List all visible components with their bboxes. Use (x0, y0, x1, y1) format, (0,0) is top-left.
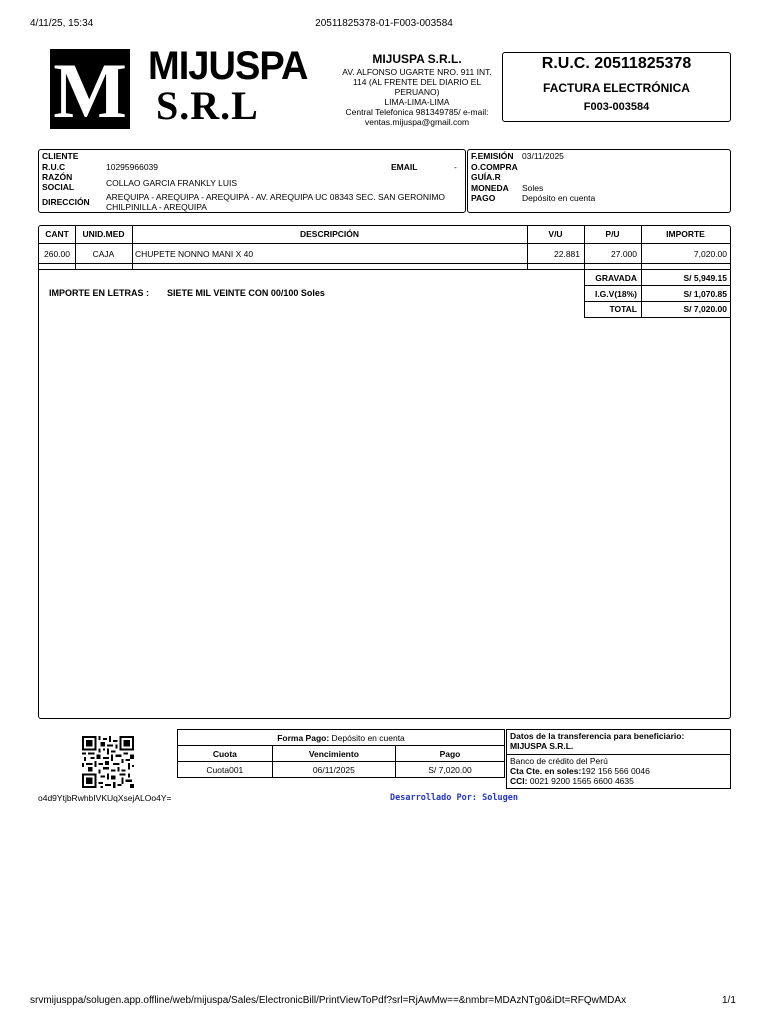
emission-date-label: F.EMISIÓN (471, 151, 514, 161)
cell-importe: 7,020.00 (693, 249, 727, 259)
client-section-label: CLIENTE (42, 151, 79, 161)
company-info (336, 52, 498, 127)
amount-words-label: IMPORTE EN LETRAS : (49, 288, 150, 298)
document-number: F003-003584 (583, 101, 650, 113)
document-type: FACTURA ELECTRÓNICA (543, 81, 690, 95)
payment-form-label: Forma Pago: (277, 732, 330, 743)
total-value-igv: S/ 1,070.85 (683, 289, 727, 299)
items-table (38, 225, 731, 719)
client-box (38, 149, 466, 213)
total-label-gravada: GRAVADA (595, 273, 637, 283)
document-id-box (502, 52, 731, 122)
total-value-total: S/ 7,020.00 (683, 304, 727, 314)
payment-method: Depósito en cuenta (522, 193, 596, 203)
total-value-gravada: S/ 5,949.15 (683, 273, 727, 283)
payment-table (177, 729, 505, 778)
footer-page: 1/1 (722, 995, 736, 1006)
company-address-line: 114 (AL FRENTE DEL DIARIO EL (352, 77, 482, 87)
col-header-importe: IMPORTE (666, 229, 705, 239)
payment-amount: S/ 7,020.00 (395, 762, 504, 778)
amount-words: SIETE MIL VEINTE CON 00/100 Soles (167, 288, 325, 298)
company-address-line: LIMA-LIMA-LIMA (384, 97, 450, 107)
logo-text-name: MIJUSPA (148, 44, 308, 88)
emission-box (467, 149, 731, 213)
transfer-cta: 192 156 566 0046 (581, 766, 650, 776)
transfer-cci-label: CCI: (510, 776, 528, 786)
cell-vu: 22.881 (554, 249, 580, 259)
company-logo: M (50, 49, 130, 129)
col-header-pu: P/U (605, 229, 620, 239)
emission-date: 03/11/2025 (522, 151, 564, 161)
payment-header-cuota: Cuota (178, 746, 273, 762)
logo-text-srl: S.R.L (156, 83, 259, 128)
issuer-ruc: R.U.C. 20511825378 (541, 55, 692, 72)
qr-code-icon (82, 736, 134, 788)
company-name: MIJUSPA S.R.L. (372, 52, 462, 66)
payment-vencimiento: 06/11/2025 (272, 762, 395, 778)
currency-label: MONEDA (471, 183, 509, 193)
total-label-total: TOTAL (609, 304, 637, 314)
cell-unid: CAJA (92, 249, 115, 259)
company-address-line: PERUANO) (394, 87, 440, 97)
client-direccion: AREQUIPA - AREQUIPA - AREQUIPA - AV. AREQUIPA UC 08343 SEC. SAN GERONIMO (106, 192, 446, 202)
company-address-line: AV. ALFONSO UGARTE NRO. 911 INT. (342, 67, 492, 77)
cell-cant: 260.00 (44, 249, 70, 259)
currency: Soles (522, 183, 544, 193)
payment-label: PAGO (471, 193, 496, 203)
client-razon-social: COLLAO GARCIA FRANKLY LUIS (106, 178, 238, 188)
payment-cuota: Cuota001 (178, 762, 273, 778)
col-header-desc: DESCRIPCIÓN (299, 229, 360, 239)
client-razon-label: SOCIAL (42, 182, 75, 192)
cell-desc: CHUPETE NONNO MANI X 40 (135, 249, 254, 259)
transfer-beneficiary: MIJUSPA S.R.L. (510, 741, 574, 751)
client-email: - (454, 162, 457, 172)
transfer-bank: Banco de crédito del Perú (510, 756, 608, 766)
company-address-line: ventas.mijuspa@gmail.com (364, 117, 470, 127)
print-datetime: 4/11/25, 15:34 (30, 18, 94, 29)
transfer-cci: 0021 9200 1565 6600 4635 (529, 776, 634, 786)
total-label-igv: I.G.V(18%) (594, 289, 637, 299)
company-address-line: Central Telefonica 981349785/ e-mail: (345, 107, 489, 117)
client-razon-label: RAZÓN (42, 172, 73, 182)
client-ruc-label: R.U.C (42, 162, 66, 172)
guide-label: GUÍA.R (471, 172, 501, 182)
payment-header-pago: Pago (395, 746, 504, 762)
developer-credit[interactable]: Desarrollado Por: Solugen (390, 793, 518, 803)
client-direccion-label: DIRECCIÓN (42, 197, 90, 207)
transfer-box (506, 729, 731, 789)
col-header-unid: UNID.MED (82, 229, 125, 239)
footer-url: srvmijusppa/solugen.app.offline/web/mijuspa/Sales/ElectronicBill/PrintViewToPdf?srl=RjAwMw==&nmbr=MDAzNTg0&iDt=RFQwMDAx (30, 995, 627, 1006)
payment-header-vencimiento: Vencimiento (272, 746, 395, 762)
document-hash: o4d9YtjbRwhbIVKUqXsejALOo4Y= (38, 793, 172, 803)
cell-pu: 27.000 (611, 249, 637, 259)
transfer-cta-label: Cta Cte. en soles: (510, 766, 582, 776)
purchase-order-label: O.COMPRA (471, 162, 518, 172)
payment-form: Depósito en cuenta (331, 732, 405, 743)
col-header-cant: CANT (45, 229, 69, 239)
client-email-label: EMAIL (391, 162, 418, 172)
col-header-vu: V/U (548, 229, 563, 239)
client-ruc: 10295966039 (106, 162, 159, 172)
print-doc-title: 20511825378-01-F003-003584 (315, 18, 453, 29)
client-direccion: CHILPINILLA - AREQUIPA (106, 202, 207, 212)
transfer-title: Datos de la transferencia para beneficiario: (510, 731, 685, 741)
payment-form-row (178, 730, 505, 746)
